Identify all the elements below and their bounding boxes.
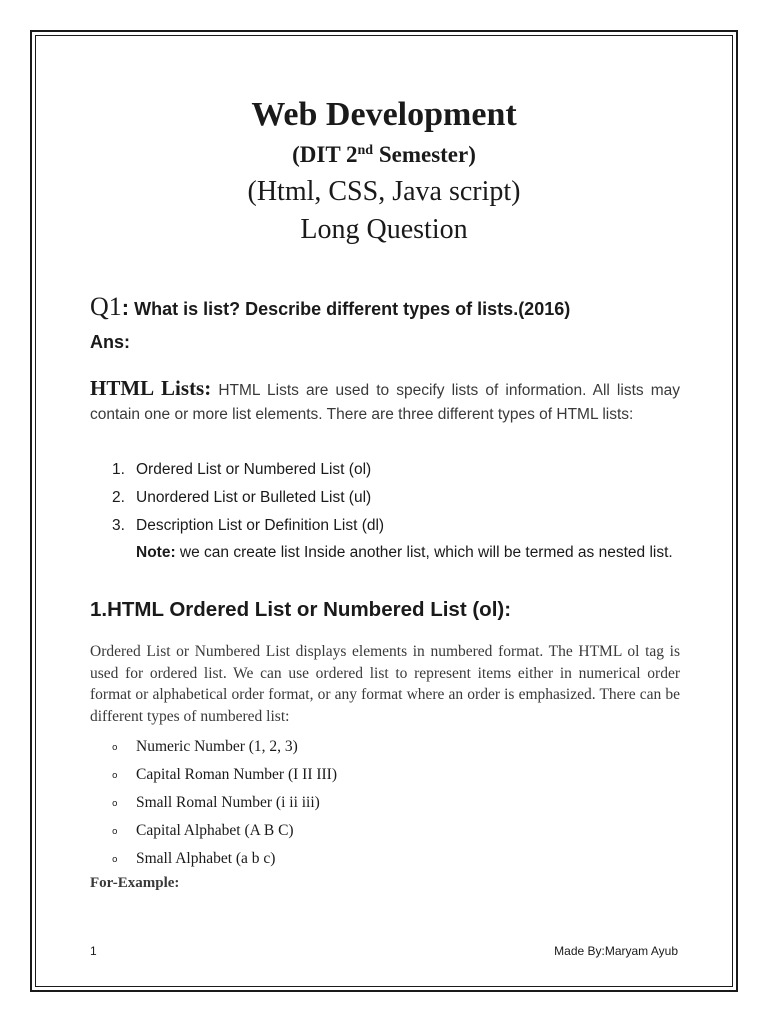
intro-paragraph <box>90 376 680 427</box>
list-item-number: 2. <box>112 489 125 506</box>
subtitle-suffix: Semester) <box>373 142 476 167</box>
list-item-text: Ordered List or Numbered List (ol) <box>136 461 372 478</box>
page-number: 1 <box>90 944 97 958</box>
note-text: we can create list Inside another list, which will be termed as nested list. <box>175 544 673 561</box>
subtitle-superscript: nd <box>357 143 374 158</box>
list-item <box>112 789 337 817</box>
list-item <box>112 761 337 789</box>
answer-label: Ans: <box>90 332 130 352</box>
list-item <box>112 456 682 484</box>
list-item-text: Description List or Definition List (dl) <box>136 517 385 534</box>
intro-text: HTML Lists are used to specify lists of information. All lists may contain one or more list elements. There are three different types of HTML lists: <box>90 382 681 423</box>
document-subtitle <box>0 139 768 171</box>
note-label: Note: <box>136 544 176 561</box>
list-item-text: Unordered List or Bulleted List (ul) <box>136 489 372 506</box>
intro-lead: HTML Lists: <box>90 376 212 400</box>
document-section-type: Long Question <box>300 214 468 245</box>
list-item <box>112 733 337 761</box>
list-item <box>112 484 682 512</box>
list-item-text: Numeric Number (1, 2, 3) <box>136 738 298 755</box>
list-item-text: Capital Roman Number (I II III) <box>136 766 338 783</box>
question-label: Q1 <box>90 292 122 321</box>
list-item-text: Small Romal Number (i ii iii) <box>136 794 320 811</box>
list-item-text: Capital Alphabet (A B C) <box>136 822 294 839</box>
list-types-list <box>112 456 682 540</box>
question-colon: : <box>121 295 130 320</box>
note-paragraph <box>136 541 681 565</box>
bullet-icon: o <box>112 771 118 781</box>
section-paragraph: Ordered List or Numbered List displays elements in numbered format. The HTML ol tag is used for ordered list. We can use ordered list to represent items either in numerical order format or alphabetical order format, or any format where an order is emphasized. There can be different types of numbered list: <box>90 643 680 725</box>
numbered-types-list <box>112 733 337 873</box>
subtitle-prefix: (DIT 2 <box>292 142 358 167</box>
list-item-text: Small Alphabet (a b c) <box>136 850 276 867</box>
bullet-icon: o <box>112 827 118 837</box>
bullet-icon: o <box>112 799 118 809</box>
question-text: What is list? Describe different types of lists.(2016) <box>129 299 571 319</box>
bullet-icon: o <box>112 743 118 753</box>
example-label: For-Example: <box>90 875 180 891</box>
document-topics: (Html, CSS, Java script) <box>247 176 521 207</box>
bullet-icon: o <box>112 855 118 865</box>
section-heading: 1.HTML Ordered List or Numbered List (ol): <box>90 598 512 621</box>
list-item <box>112 845 337 873</box>
list-item <box>112 512 682 540</box>
list-item-number: 1. <box>112 461 125 478</box>
list-item <box>112 817 337 845</box>
list-item-number: 3. <box>112 517 125 534</box>
document-title: Web Development <box>251 96 517 133</box>
footer-credit: Made By:Maryam Ayub <box>554 944 678 958</box>
question-heading <box>90 292 690 322</box>
